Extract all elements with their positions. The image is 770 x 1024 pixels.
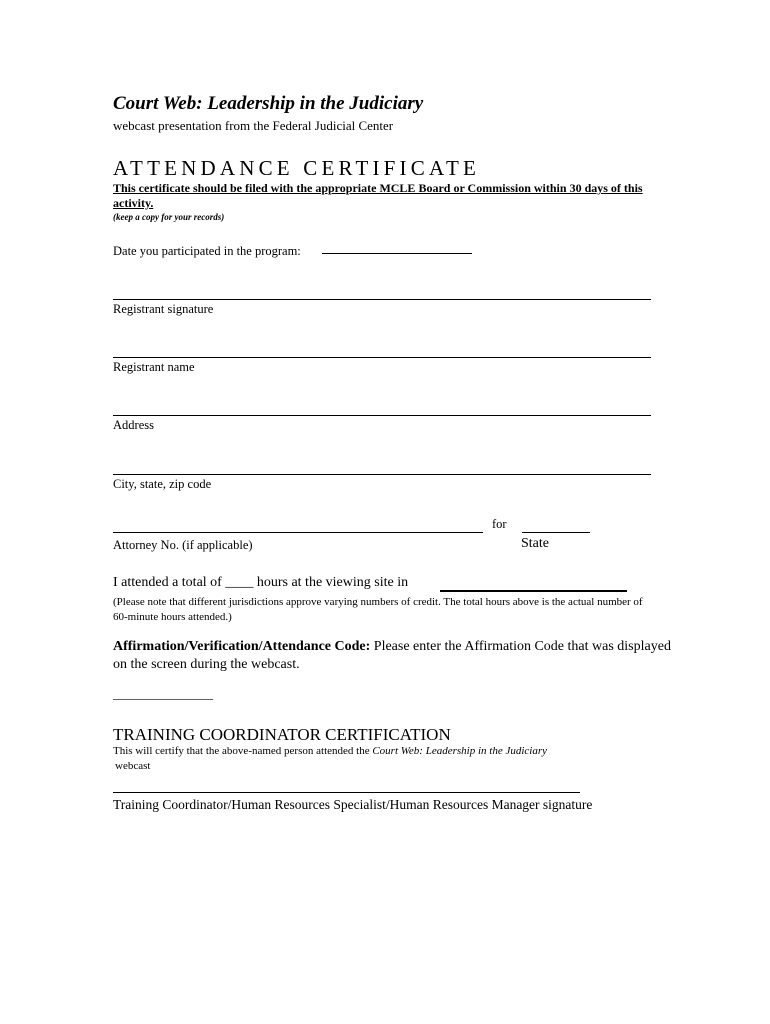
coordinator-text-program: Court Web: Leadership in the Judiciary	[372, 745, 547, 757]
registrant-name-label: Registrant name	[113, 360, 195, 374]
hours-middle: hours at the viewing site in	[256, 575, 409, 590]
date-field[interactable]	[322, 253, 472, 254]
attorney-number-field[interactable]	[113, 532, 483, 533]
certificate-heading: ATTENDANCE CERTIFICATE	[113, 156, 481, 180]
registrant-name-field[interactable]	[113, 357, 651, 358]
city-state-zip-field[interactable]	[113, 474, 651, 475]
coordinator-signature-field[interactable]	[113, 792, 580, 793]
coordinator-signature-label: Training Coordinator/Human Resources Specialist/Human Resources Manager signature	[113, 797, 593, 812]
affirmation-block	[113, 638, 673, 674]
coordinator-heading: TRAINING COORDINATOR CERTIFICATION	[113, 725, 451, 744]
coordinator-text-prefix: This will certify that the above-named person attended the	[113, 745, 370, 757]
affirmation-text: Please enter the Affirmation Code that was displayed on the screen during the webcast.	[113, 639, 671, 672]
affirmation-code-field[interactable]: ________________	[113, 687, 213, 701]
document-subtitle: webcast presentation from the Federal Judicial Center	[113, 118, 394, 133]
affirmation-label: Affirmation/Verification/Attendance Code:	[113, 639, 371, 654]
hours-blank-field[interactable]: ____	[225, 575, 254, 590]
state-label: State	[521, 536, 549, 551]
attorney-number-label: Attorney No. (if applicable)	[113, 538, 253, 552]
coordinator-statement	[113, 745, 547, 757]
state-field[interactable]	[522, 532, 590, 533]
city-state-zip-label: City, state, zip code	[113, 477, 212, 491]
filing-notice: This certificate should be filed with the appropriate MCLE Board or Commission within 30 days of this activity.	[113, 181, 643, 210]
address-field[interactable]	[113, 415, 651, 416]
coordinator-text-suffix: webcast	[115, 760, 151, 772]
date-label: Date you participated in the program:	[113, 244, 301, 258]
viewing-site-field[interactable]	[440, 590, 627, 592]
document-title: Court Web: Leadership in the Judiciary	[113, 93, 424, 114]
for-label: for	[492, 517, 507, 531]
hours-statement	[113, 575, 408, 591]
address-label: Address	[113, 418, 154, 432]
hours-note: (Please note that different jurisdictions approve varying numbers of credit. The total hours above is the actual number of 60-minute hours attended.)	[113, 596, 643, 623]
hours-prefix: I attended a total of	[113, 575, 222, 590]
registrant-signature-field[interactable]	[113, 299, 651, 300]
keep-copy-note: (keep a copy for your records)	[113, 212, 225, 222]
registrant-signature-label: Registrant signature	[113, 302, 214, 316]
